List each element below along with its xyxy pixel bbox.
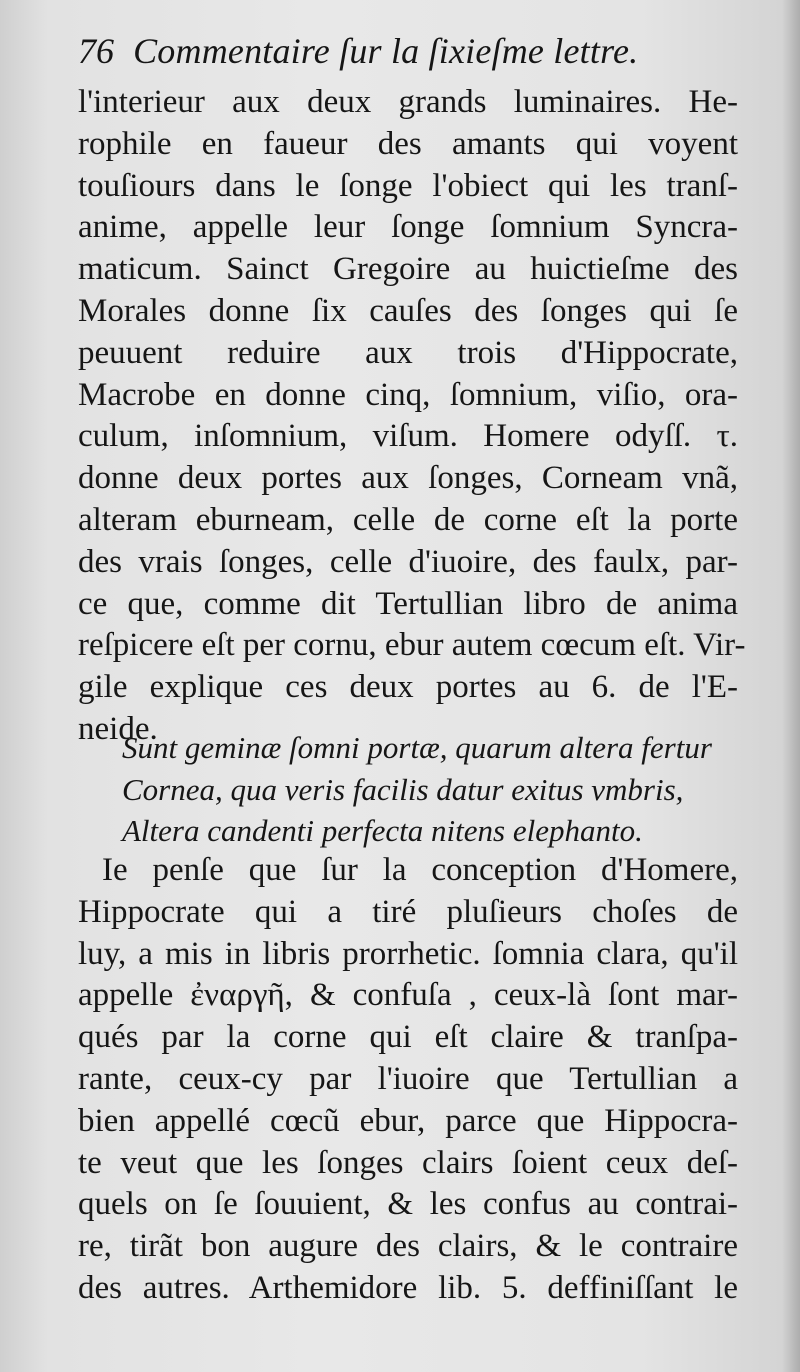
text-line: bien appellé cœcũ ebur, parce que Hippocra-: [78, 1102, 738, 1139]
page-number: 76: [78, 31, 114, 71]
verse-quotation: [122, 727, 742, 852]
verse-line: Cornea, qua veris facilis datur exitus vmbris,: [122, 771, 684, 807]
text-line: Hippocrate qui a tiré pluſieurs choſes de: [78, 893, 738, 930]
text-line: reſpicere eſt per cornu, ebur autem cœcum eſt. Vir-: [78, 627, 746, 664]
text-line: des autres. Arthemidore lib. 5. deffiniſſant le: [78, 1269, 738, 1306]
paragraph-1: [78, 82, 746, 751]
text-line: rophile en faueur des amants qui voyent: [78, 125, 738, 162]
text-line: Macrobe en donne cinq, ſomnium, viſio, ora-: [78, 376, 738, 413]
text-line: neide.: [78, 710, 158, 747]
text-line: te veut que les ſonges clairs ſoient ceux deſ-: [78, 1144, 738, 1181]
text-line: qués par la corne qui eſt claire & tranſpa-: [78, 1019, 738, 1056]
text-line: Morales donne ſix cauſes des ſonges qui ſe: [78, 292, 738, 329]
running-title: Commentaire ſur la ſixieſme lettre.: [133, 31, 639, 71]
text-line: quels on ſe ſouuient, & les confus au contrai-: [78, 1186, 738, 1223]
text-line: alteram eburneam, celle de corne eſt la porte: [78, 501, 738, 538]
text-line: anime, appelle leur ſonge ſomnium Syncra-: [78, 209, 738, 246]
running-header: [78, 30, 748, 80]
text-line: culum, inſomnium, viſum. Homere odyſſ. τ.: [78, 418, 738, 455]
text-line: l'interieur aux deux grands luminaires. He-: [78, 84, 738, 120]
text-line: touſiours dans le ſonge l'obiect qui les tranſ-: [78, 167, 738, 204]
text-line: luy, a mis in libris prorrhetic. ſomnia clara, qu'il: [78, 935, 738, 972]
page-edge-shadow: [782, 0, 800, 1372]
text-line: gile explique ces deux portes au 6. de l'E-: [78, 669, 738, 706]
verse-line: Sunt geminæ ſomni portæ, quarum altera fertur: [122, 730, 712, 765]
paragraph-2: [78, 850, 738, 1310]
text-line: appelle ἐναργῆ, & confuſa , ceux-là ſont mar-: [78, 977, 738, 1014]
text-line: maticum. Sainct Gregoire au huictieſme des: [78, 251, 738, 288]
text-line: peuuent reduire aux trois d'Hippocrate,: [78, 334, 738, 371]
text-line: rante, ceux-cy par l'iuoire que Tertullian a: [78, 1060, 738, 1097]
text-line: re, tirãt bon augure des clairs, & le contraire: [78, 1228, 738, 1265]
text-line: des vrais ſonges, celle d'iuoire, des faulx, par-: [78, 543, 738, 580]
text-line: ce que, comme dit Tertullian libro de anima: [78, 585, 738, 622]
text-line: donne deux portes aux ſonges, Corneam vnã,: [78, 460, 738, 497]
verse-line: Altera candenti perfecta nitens elephanto.: [122, 813, 643, 848]
text-line: Ie penſe que ſur la conception d'Homere,: [102, 852, 738, 888]
